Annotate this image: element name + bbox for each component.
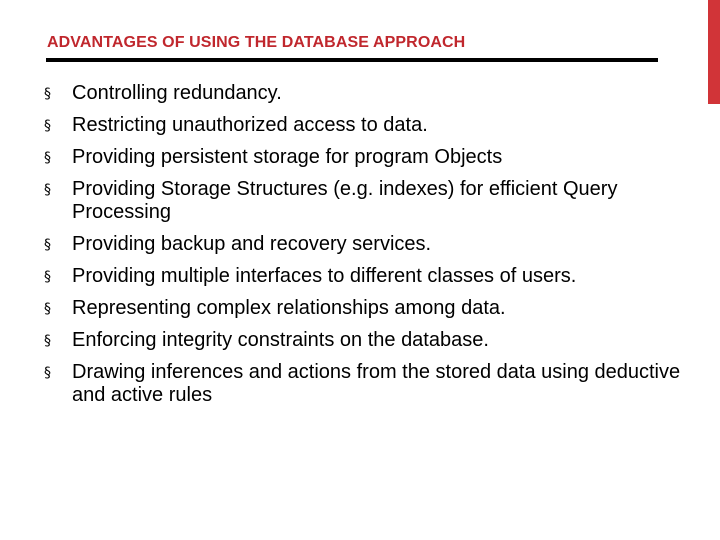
bullet-item xyxy=(44,114,694,137)
section-sign-bullet-icon: § xyxy=(44,86,51,102)
bullet-text: Providing backup and recovery services. xyxy=(72,233,432,255)
bullet-text: Enforcing integrity constraints on the database. xyxy=(72,329,489,351)
bullet-text: Providing persistent storage for program Objects xyxy=(72,146,503,168)
bullet-text: Providing Storage Structures (e.g. indexes) for efficient Query Processing xyxy=(72,178,618,223)
section-sign-bullet-icon: § xyxy=(44,237,51,253)
section-sign-bullet-icon: § xyxy=(44,150,51,166)
bullet-text: Providing multiple interfaces to different classes of users. xyxy=(72,265,577,287)
bullet-item xyxy=(44,233,694,256)
slide-title: ADVANTAGES OF USING THE DATABASE APPROACH xyxy=(47,34,466,51)
bullet-item xyxy=(44,178,694,224)
bullet-item xyxy=(44,297,694,320)
section-sign-bullet-icon: § xyxy=(44,365,51,381)
bullet-text: Restricting unauthorized access to data. xyxy=(72,114,428,136)
section-sign-bullet-icon: § xyxy=(44,333,51,349)
section-sign-bullet-icon: § xyxy=(44,118,51,134)
bullet-item xyxy=(44,361,694,407)
bullet-text: Representing complex relationships among data. xyxy=(72,297,506,319)
bullet-item xyxy=(44,82,694,105)
bullet-item xyxy=(44,265,694,288)
bullet-list xyxy=(44,82,694,414)
bullet-text: Drawing inferences and actions from the stored data using deductive and active rules xyxy=(72,361,681,406)
section-sign-bullet-icon: § xyxy=(44,269,51,285)
accent-bar xyxy=(708,0,720,104)
bullet-text: Controlling redundancy. xyxy=(72,82,282,104)
bullet-item xyxy=(44,146,694,169)
section-sign-bullet-icon: § xyxy=(44,182,51,198)
title-underline xyxy=(46,58,658,62)
section-sign-bullet-icon: § xyxy=(44,301,51,317)
bullet-item xyxy=(44,329,694,352)
